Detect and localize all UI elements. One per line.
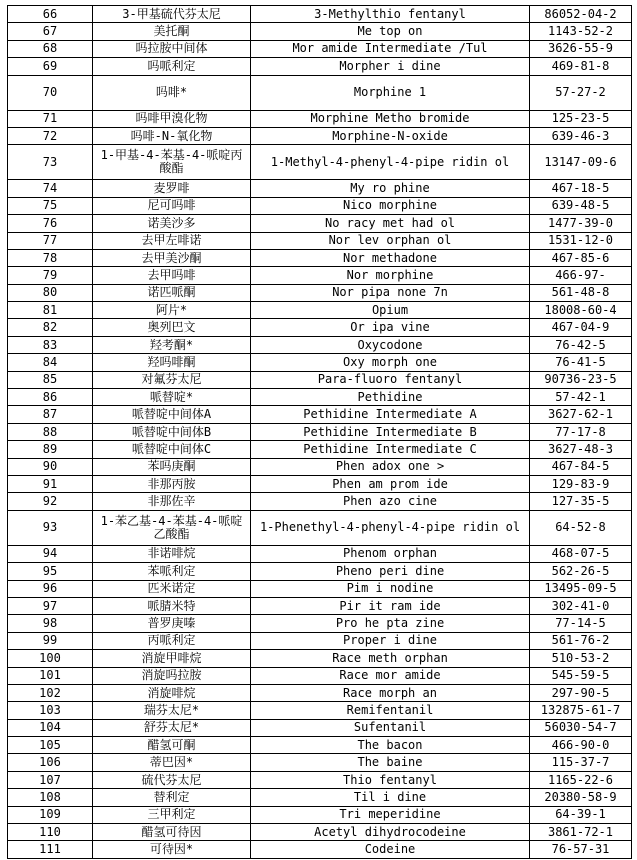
table-row [8,754,632,771]
table-row [8,441,632,458]
chinese-name-cell: 舒芬太尼* [93,719,251,736]
row-number-cell: 72 [8,127,93,144]
chinese-name-cell: 哌替啶中间体A [93,406,251,423]
cas-number-cell: 297-90-5 [530,684,632,701]
cas-number-cell: 639-48-5 [530,197,632,214]
row-number-cell: 76 [8,215,93,232]
chinese-name-cell: 普罗庚嗪 [93,615,251,632]
chinese-name-cell: 美托酮 [93,23,251,40]
table-row [8,354,632,371]
english-name-cell: Morphine 1 [251,75,530,110]
english-name-cell: Pethidine [251,389,530,406]
row-number-cell: 99 [8,632,93,649]
chinese-name-cell: 消旋甲啡烷 [93,650,251,667]
chinese-name-cell: 奥列巴文 [93,319,251,336]
table-row [8,58,632,75]
english-name-cell: Race meth orphan [251,650,530,667]
english-name-cell: Para-fluoro fentanyl [251,371,530,388]
row-number-cell: 81 [8,302,93,319]
cas-number-cell: 13147-09-6 [530,145,632,180]
cas-number-cell: 76-57-31 [530,841,632,858]
table-row [8,615,632,632]
table-row [8,267,632,284]
row-number-cell: 102 [8,684,93,701]
table-row [8,23,632,40]
cas-number-cell: 18008-60-4 [530,302,632,319]
chinese-name-cell: 吗拉胺中间体 [93,40,251,57]
chinese-name-cell: 瑞芬太尼* [93,702,251,719]
cas-number-cell: 76-42-5 [530,336,632,353]
chinese-name-cell: 非那佐辛 [93,493,251,510]
chinese-name-cell: 匹米诺定 [93,580,251,597]
cas-number-cell: 510-53-2 [530,650,632,667]
table-row [8,702,632,719]
chinese-name-cell: 去甲美沙酮 [93,249,251,266]
cas-number-cell: 57-27-2 [530,75,632,110]
row-number-cell: 106 [8,754,93,771]
chinese-name-cell: 替利定 [93,789,251,806]
row-number-cell: 105 [8,737,93,754]
english-name-cell: Morphine Metho bromide [251,110,530,127]
english-name-cell: 1-Methyl-4-phenyl-4-pipe ridin ol [251,145,530,180]
cas-number-cell: 3861-72-1 [530,824,632,841]
cas-number-cell: 57-42-1 [530,389,632,406]
table-row [8,232,632,249]
english-name-cell: Pethidine Intermediate B [251,423,530,440]
english-name-cell: Oxycodone [251,336,530,353]
cas-number-cell: 1143-52-2 [530,23,632,40]
cas-number-cell: 469-81-8 [530,58,632,75]
english-name-cell: Nor lev orphan ol [251,232,530,249]
english-name-cell: Phen am prom ide [251,475,530,492]
cas-number-cell: 467-84-5 [530,458,632,475]
cas-number-cell: 467-18-5 [530,180,632,197]
row-number-cell: 111 [8,841,93,858]
cas-number-cell: 127-35-5 [530,493,632,510]
row-number-cell: 96 [8,580,93,597]
english-name-cell: Codeine [251,841,530,858]
table-row [8,597,632,614]
cas-number-cell: 3627-48-3 [530,441,632,458]
cas-number-cell: 77-14-5 [530,615,632,632]
english-name-cell: Morphine-N-oxide [251,127,530,144]
chinese-name-cell: 1-甲基-4-苯基-4-哌啶丙酸酯 [93,145,251,180]
cas-number-cell: 90736-23-5 [530,371,632,388]
chinese-name-cell: 消旋吗拉胺 [93,667,251,684]
row-number-cell: 90 [8,458,93,475]
table-row [8,563,632,580]
english-name-cell: Nor pipa none 7n [251,284,530,301]
chinese-name-cell: 去甲左啡诺 [93,232,251,249]
row-number-cell: 93 [8,510,93,545]
table-row [8,215,632,232]
english-name-cell: Or ipa vine [251,319,530,336]
chinese-name-cell: 消旋啡烷 [93,684,251,701]
table-row [8,406,632,423]
english-name-cell: Til i dine [251,789,530,806]
table-row [8,40,632,57]
cas-number-cell: 302-41-0 [530,597,632,614]
english-name-cell: Pim i nodine [251,580,530,597]
english-name-cell: Acetyl dihydrocodeine [251,824,530,841]
english-name-cell: The bacon [251,737,530,754]
english-name-cell: Oxy morph one [251,354,530,371]
english-name-cell: Mor amide Intermediate /Tul [251,40,530,57]
cas-number-cell: 125-23-5 [530,110,632,127]
row-number-cell: 109 [8,806,93,823]
cas-number-cell: 561-76-2 [530,632,632,649]
chinese-name-cell: 哌替啶中间体C [93,441,251,458]
row-number-cell: 80 [8,284,93,301]
chinese-name-cell: 非诺啡烷 [93,545,251,562]
table-row [8,180,632,197]
english-name-cell: Race mor amide [251,667,530,684]
english-name-cell: Remifentanil [251,702,530,719]
chinese-name-cell: 苯哌利定 [93,563,251,580]
chinese-name-cell: 丙哌利定 [93,632,251,649]
cas-number-cell: 132875-61-7 [530,702,632,719]
substance-table [7,5,632,859]
table-row [8,719,632,736]
english-name-cell: Phen azo cine [251,493,530,510]
row-number-cell: 67 [8,23,93,40]
row-number-cell: 103 [8,702,93,719]
table-row [8,684,632,701]
table-row [8,458,632,475]
table-row [8,771,632,788]
chinese-name-cell: 诺美沙多 [93,215,251,232]
chinese-name-cell: 麦罗啡 [93,180,251,197]
chinese-name-cell: 吗啡甲溴化物 [93,110,251,127]
table-row [8,423,632,440]
table-row [8,319,632,336]
english-name-cell: Pethidine Intermediate C [251,441,530,458]
row-number-cell: 97 [8,597,93,614]
english-name-cell: Pro he pta zine [251,615,530,632]
english-name-cell: Pir it ram ide [251,597,530,614]
table-row [8,632,632,649]
cas-number-cell: 466-97- [530,267,632,284]
cas-number-cell: 545-59-5 [530,667,632,684]
row-number-cell: 79 [8,267,93,284]
cas-number-cell: 466-90-0 [530,737,632,754]
table-row [8,580,632,597]
chinese-name-cell: 对氟芬太尼 [93,371,251,388]
chinese-name-cell: 3-甲基硫代芬太尼 [93,6,251,23]
cas-number-cell: 56030-54-7 [530,719,632,736]
table-row [8,545,632,562]
table-row [8,110,632,127]
row-number-cell: 100 [8,650,93,667]
table-row [8,841,632,858]
english-name-cell: 3-Methylthio fentanyl [251,6,530,23]
row-number-cell: 87 [8,406,93,423]
cas-number-cell: 86052-04-2 [530,6,632,23]
row-number-cell: 92 [8,493,93,510]
english-name-cell: Nico morphine [251,197,530,214]
english-name-cell: Phenom orphan [251,545,530,562]
chinese-name-cell: 非那丙胺 [93,475,251,492]
row-number-cell: 69 [8,58,93,75]
row-number-cell: 89 [8,441,93,458]
chinese-name-cell: 阿片* [93,302,251,319]
cas-number-cell: 76-41-5 [530,354,632,371]
table-body [8,6,632,859]
chinese-name-cell: 哌替啶中间体B [93,423,251,440]
row-number-cell: 98 [8,615,93,632]
row-number-cell: 75 [8,197,93,214]
cas-number-cell: 467-04-9 [530,319,632,336]
table-row [8,806,632,823]
english-name-cell: Sufentanil [251,719,530,736]
chinese-name-cell: 吗啡* [93,75,251,110]
english-name-cell: Me top on [251,23,530,40]
cas-number-cell: 1531-12-0 [530,232,632,249]
table-row [8,249,632,266]
english-name-cell: Phen adox one > [251,458,530,475]
row-number-cell: 70 [8,75,93,110]
cas-number-cell: 467-85-6 [530,249,632,266]
cas-number-cell: 639-46-3 [530,127,632,144]
english-name-cell: Proper i dine [251,632,530,649]
row-number-cell: 68 [8,40,93,57]
cas-number-cell: 3626-55-9 [530,40,632,57]
chinese-name-cell: 三甲利定 [93,806,251,823]
cas-number-cell: 1477-39-0 [530,215,632,232]
chinese-name-cell: 醋氢可酮 [93,737,251,754]
table-row [8,302,632,319]
cas-number-cell: 468-07-5 [530,545,632,562]
chinese-name-cell: 吗啡-N-氧化物 [93,127,251,144]
row-number-cell: 108 [8,789,93,806]
chinese-name-cell: 1-苯乙基-4-苯基-4-哌啶乙酸酯 [93,510,251,545]
row-number-cell: 73 [8,145,93,180]
row-number-cell: 74 [8,180,93,197]
english-name-cell: Pheno peri dine [251,563,530,580]
english-name-cell: Opium [251,302,530,319]
row-number-cell: 78 [8,249,93,266]
table-row [8,650,632,667]
table-row [8,737,632,754]
table-row [8,197,632,214]
chinese-name-cell: 硫代芬太尼 [93,771,251,788]
row-number-cell: 71 [8,110,93,127]
chinese-name-cell: 羟考酮* [93,336,251,353]
cas-number-cell: 561-48-8 [530,284,632,301]
row-number-cell: 84 [8,354,93,371]
english-name-cell: Race morph an [251,684,530,701]
english-name-cell: Thio fentanyl [251,771,530,788]
table-row [8,284,632,301]
chinese-name-cell: 尼可吗啡 [93,197,251,214]
cas-number-cell: 64-39-1 [530,806,632,823]
english-name-cell: Nor morphine [251,267,530,284]
table-row [8,789,632,806]
row-number-cell: 83 [8,336,93,353]
chinese-name-cell: 去甲吗啡 [93,267,251,284]
table-row [8,475,632,492]
row-number-cell: 94 [8,545,93,562]
cas-number-cell: 129-83-9 [530,475,632,492]
english-name-cell: Pethidine Intermediate A [251,406,530,423]
row-number-cell: 88 [8,423,93,440]
table-row [8,510,632,545]
row-number-cell: 66 [8,6,93,23]
cas-number-cell: 77-17-8 [530,423,632,440]
table-row [8,75,632,110]
chinese-name-cell: 蒂巴因* [93,754,251,771]
english-name-cell: Morpher i dine [251,58,530,75]
chinese-name-cell: 苯吗庚酮 [93,458,251,475]
row-number-cell: 101 [8,667,93,684]
english-name-cell: No racy met had ol [251,215,530,232]
chinese-name-cell: 吗哌利定 [93,58,251,75]
chinese-name-cell: 羟吗啡酮 [93,354,251,371]
chinese-name-cell: 哌替啶* [93,389,251,406]
cas-number-cell: 562-26-5 [530,563,632,580]
table-row [8,667,632,684]
row-number-cell: 110 [8,824,93,841]
row-number-cell: 107 [8,771,93,788]
chinese-name-cell: 醋氢可待因 [93,824,251,841]
english-name-cell: Nor methadone [251,249,530,266]
table-row [8,493,632,510]
table-row [8,127,632,144]
table-row [8,145,632,180]
english-name-cell: The baine [251,754,530,771]
cas-number-cell: 20380-58-9 [530,789,632,806]
row-number-cell: 77 [8,232,93,249]
row-number-cell: 82 [8,319,93,336]
cas-number-cell: 115-37-7 [530,754,632,771]
table-row [8,371,632,388]
table-row [8,389,632,406]
chinese-name-cell: 哌腈米特 [93,597,251,614]
row-number-cell: 91 [8,475,93,492]
row-number-cell: 95 [8,563,93,580]
english-name-cell: Tri meperidine [251,806,530,823]
table-row [8,824,632,841]
table-row [8,336,632,353]
cas-number-cell: 13495-09-5 [530,580,632,597]
row-number-cell: 86 [8,389,93,406]
chinese-name-cell: 可待因* [93,841,251,858]
english-name-cell: 1-Phenethyl-4-phenyl-4-pipe ridin ol [251,510,530,545]
row-number-cell: 104 [8,719,93,736]
chinese-name-cell: 诺匹哌酮 [93,284,251,301]
row-number-cell: 85 [8,371,93,388]
english-name-cell: My ro phine [251,180,530,197]
table-row [8,6,632,23]
cas-number-cell: 64-52-8 [530,510,632,545]
cas-number-cell: 3627-62-1 [530,406,632,423]
cas-number-cell: 1165-22-6 [530,771,632,788]
